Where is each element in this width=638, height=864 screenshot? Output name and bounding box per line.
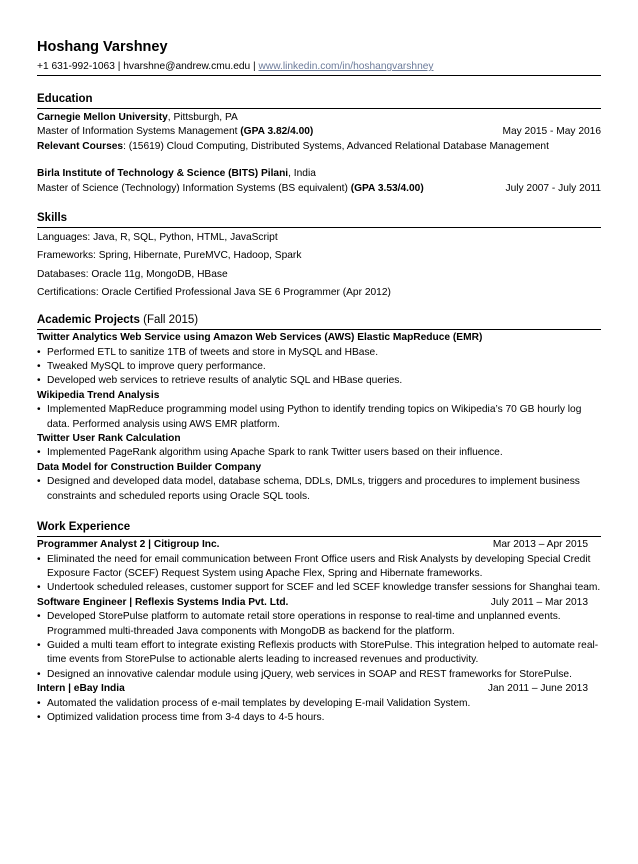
job-bullet: • Eliminated the need for email communication between Front Office users and Risk Analysts by developing Special Credit Exposure Factor (SCEF) Request System using Apache Flex, Spring and Hibernate frameworks. [37,553,601,582]
project-item [37,331,601,389]
resume-page [0,38,638,725]
job-dates: Jan 2011 – June 2013 [487,683,588,695]
project-bullet: • Designed and developed data model, database schema, DDLs, DMLs, triggers and procedures to implement business constraints and scheduled reports using Oracle SQL tools. [37,475,601,504]
work-list [37,538,601,725]
job-dates: Mar 2013 – Apr 2015 [492,539,588,551]
candidate-name: Hoshang Varshney [37,39,168,55]
projects-heading [37,313,601,330]
job-bullet: • Automated the validation process of e-mail templates by developing E-mail Validation System. [37,697,601,711]
linkedin-link[interactable]: www.linkedin.com/in/hoshangvarshney [258,61,434,72]
project-title: Twitter Analytics Web Service using Amazon Web Services (AWS) Elastic MapReduce (EMR) [37,332,483,344]
job-role: Software Engineer | Reflexis Systems India Pvt. Ltd. [37,596,289,608]
degree: Master of Science (Technology) Information Systems (BS equivalent) [37,182,351,194]
education-entry-cmu [37,111,601,154]
contact-details: +1 631-992-1063 | hvarshne@andrew.cmu.edu | [37,61,259,72]
project-title: Wikipedia Trend Analysis [37,389,160,401]
projects-title: Academic Projects [37,314,140,327]
project-bullet: • Tweaked MySQL to improve query performance. [37,360,601,374]
contact-line [37,60,601,76]
education-dates: May 2015 - May 2016 [502,126,601,138]
courses-label: Relevant Courses [37,140,124,152]
skills-certifications: Certifications: Oracle Certified Professional Java SE 6 Programmer (Apr 2012) [37,286,391,298]
skills-frameworks: Frameworks: Spring, Hibernate, PureMVC, Hadoop, Spark [37,250,302,262]
degree: Master of Information Systems Management [37,126,241,138]
job-bullet: • Developed StorePulse platform to automate retail store operations in response to real-time and unplanned events. Programmed multi-threaded Java components with MongoDB as backend for the platform. [37,610,601,639]
skills-list [37,229,601,302]
education-dates: July 2007 - July 2011 [505,182,601,194]
project-bullet: • Implemented MapReduce programming model using Python to identify trending topics on Wikipedia’s 70 GB hourly log data. Performed analysis using AWS EMR platform. [37,403,601,432]
job-bullet: • Optimized validation process time from 3-4 days to 4-5 hours. [37,711,601,725]
job-role: Programmer Analyst 2 | Citigroup Inc. [37,539,220,551]
project-title: Data Model for Construction Builder Company [37,461,262,473]
project-bullet: • Performed ETL to sanitize 1TB of tweets and store in MySQL and HBase. [37,346,601,360]
projects-term: (Fall 2015) [139,314,199,327]
school-location: , India [288,168,316,180]
gpa: (GPA 3.53/4.00) [350,182,424,194]
skills-heading: Skills [37,211,601,228]
courses-list: : (15619) Cloud Computing, Distributed Systems, Advanced Relational Database Management [123,140,549,152]
school-name: Carnegie Mellon University [37,112,168,123]
education-heading: Education [37,92,601,109]
project-item [37,389,601,432]
gpa: (GPA 3.82/4.00) [240,126,314,138]
job-bullet: • Designed an innovative calendar module using jQuery, web services in SOAP and REST frameworks for StorePulse. [37,668,601,682]
project-title: Twitter User Rank Calculation [37,433,181,445]
job-item [37,682,601,725]
job-role: Intern | eBay India [37,683,125,695]
projects-list [37,331,601,504]
school-location: , Pittsburgh, PA [167,112,238,123]
job-bullet: • Undertook scheduled releases, customer support for SCEF and led SCEF knowledge transfer sessions for Shanghai team. [37,581,601,595]
project-bullet: • Implemented PageRank algorithm using Apache Spark to rank Twitter users based on their influence. [37,446,601,460]
education-entry-bits [37,167,601,196]
job-dates: July 2011 – Mar 2013 [490,596,588,608]
project-item [37,432,601,461]
job-item [37,538,601,596]
school-name: Birla Institute of Technology & Science (BITS) Pilani [37,168,289,180]
project-item [37,461,601,504]
skills-databases: Databases: Oracle 11g, MongoDB, HBase [37,268,228,280]
project-bullet: • Developed web services to retrieve results of analytic SQL and HBase queries. [37,374,601,388]
skills-languages: Languages: Java, R, SQL, Python, HTML, JavaScript [37,232,278,244]
job-item [37,596,601,682]
work-heading: Work Experience [37,520,601,537]
job-bullet: • Guided a multi team effort to integrate existing Reflexis products with StorePulse. This integration helped to automate real-time events from StorePulse to actionable alerts leading to increased revenues and productivity. [37,639,601,668]
